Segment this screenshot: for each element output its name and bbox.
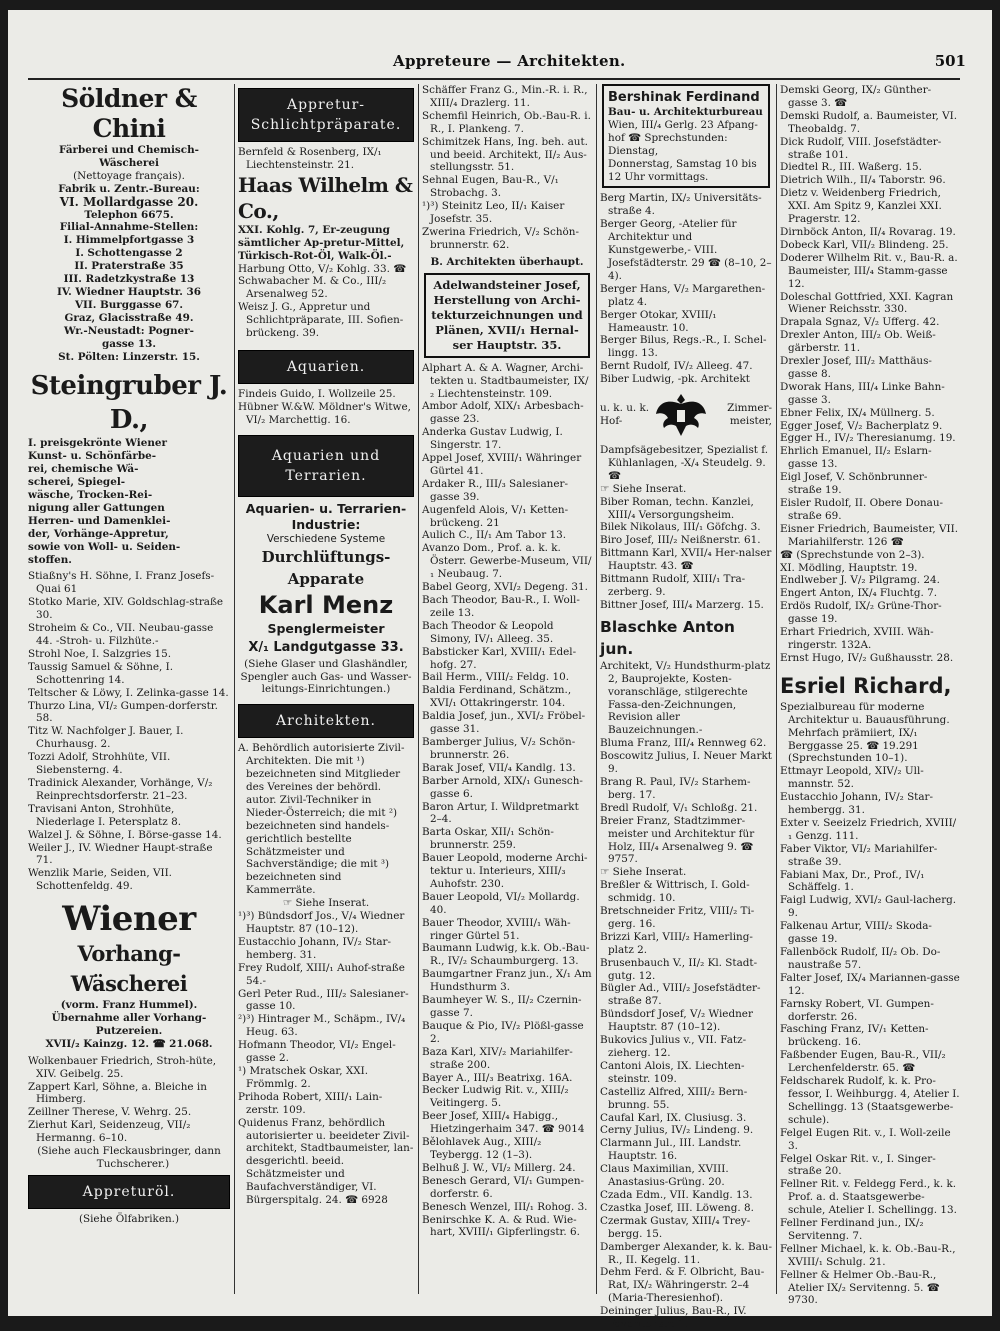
- list-item: Babel Georg, XVI/₂ Degeng. 31.: [422, 581, 588, 594]
- list-item: Fallenböck Rudolf, II/₂ Ob. Do-naustraße 57.: [780, 946, 941, 971]
- list-item: Belhuß J. W., VI/₂ Millerg. 24.: [422, 1161, 576, 1174]
- ad-line: IV. Wiedner Hauptstr. 36: [57, 285, 201, 298]
- list-item: Bauer Theodor, XVIII/₁ Wäh-ringer Gürtel 51.: [422, 916, 571, 942]
- ad-line: Wr.-Neustadt: Pogner-: [64, 324, 194, 337]
- ad-line: der, Vorhänge-Appretur,: [28, 527, 169, 540]
- list-item: Babsticker Karl, XVIII/₁ Edel-hofg. 27.: [422, 645, 577, 671]
- ad-adelwandsteiner: [424, 273, 590, 358]
- list-item: Tozzi Adolf, Strohhüte, VII. Siebensterng. 4.: [28, 751, 171, 777]
- ad-title: Wiener: [62, 899, 196, 940]
- list-item: Baron Artur, I. Wildpretmarkt 2–4.: [422, 800, 579, 826]
- ad-line: Herstellung von Archi-: [433, 292, 581, 307]
- ad-soeldner-chini: [28, 84, 230, 363]
- list-item: Boscowitz Julius, I. Neuer Markt 9.: [600, 750, 772, 776]
- list-item: Bernt Rudolf, IV/₂ Alleeg. 47.: [600, 360, 753, 373]
- list-item: ²)³) Hintrager M., Schäpm., IV/₄ Heug. 63.: [238, 1013, 406, 1039]
- list-item: Egger Josef, V/₂ Bacherplatz 9.: [780, 419, 943, 432]
- ad-line: hof ☎ Sprechstunden: Dienstag,: [608, 131, 728, 157]
- ad-line: Verschiedene Systeme: [266, 532, 386, 545]
- ad-karl-menz: [238, 501, 414, 697]
- list-item: Zwerina Friedrich, V/₂ Schön-brunnerstr. 62.: [422, 225, 580, 251]
- entry-list: [780, 765, 960, 1307]
- ad-line: (Siehe Glaser und Glashändler, Spengler auch Gas- und Wasser-leitungs-Einrichtungen.): [240, 657, 412, 696]
- list-item: Breier Franz, Stadtzimmer-meister und Architektur für Holz, III/₄ Arsenalweg 9. ☎ 9757.: [600, 814, 755, 866]
- list-item: Thurzo Lina, VI/₂ Gumpen-dorferstr. 58.: [28, 699, 218, 725]
- list-item: Eigl Josef, V. Schönbrunner-straße 19.: [780, 471, 928, 497]
- section-banner: Appreturöl.: [28, 1175, 230, 1209]
- list-item: (Siehe auch Fleckausbringer, dann Tuchscherer.): [37, 1145, 221, 1170]
- list-item: Fellner Ferdinand jun., IX/₂ Servitenng. 7.: [780, 1217, 924, 1242]
- list-item: Teltscher & Löwy, I. Zelinka-gasse 14.: [28, 686, 229, 699]
- list-item: Frey Rudolf, XIII/₁ Auhof-straße 54.-: [238, 961, 405, 987]
- list-item: Faber Viktor, VI/₂ Mariahilfer-straße 39.: [780, 842, 938, 868]
- list-item: Appel Josef, XVIII/₁ Währinger Gürtel 41.: [422, 452, 582, 477]
- list-item: Bauer Leopold, moderne Archi-tektur u. Interieurs, XIII/₃ Auhofstr. 230.: [422, 852, 588, 890]
- list-item: Wenzlik Marie, Seiden, VII. Schottenfeldg. 49.: [28, 867, 172, 893]
- ad-line: Plänen, XVII/₁ Hernal-: [435, 322, 579, 337]
- list-item: Benesch Wenzel, III/₁ Rohog. 3.: [422, 1200, 588, 1213]
- list-item: Dworak Hans, III/₄ Linke Bahn-gasse 3.: [780, 380, 945, 406]
- ad-title: Haas Wilhelm & Co.,: [238, 172, 413, 223]
- page-header: [8, 52, 992, 80]
- ad-line: (vorm. Franz Hummel).: [60, 999, 198, 1012]
- list-item: Beer Josef, XIII/₄ Habigg., Hietzingerhaim 347. ☎ 9014: [422, 1110, 585, 1136]
- list-item: Demski Rudolf, a. Baumeister, VI. Theobaldg. 7.: [780, 109, 958, 135]
- list-item: Weiler J., IV. Wiedner Haupt-straße 71.: [28, 841, 213, 867]
- entry-list: [600, 737, 772, 1331]
- list-item: Bretschneider Fritz, VIII/₂ Ti-gerg. 16.: [600, 905, 755, 930]
- list-item: Ettmayr Leopold, XIV/₂ Ull-mannstr. 52.: [780, 765, 924, 791]
- ad-line: Filial-Annahme-Stellen:: [59, 221, 199, 234]
- list-item: Weisz J. G., Appretur und Schlichtpräparate, III. Sofien-brückeng. 39.: [238, 301, 404, 340]
- ad-line: Bau- u. Architekturbureau: [608, 106, 763, 118]
- list-item: Barber Arnold, XIX/₁ Gunesch-gasse 6.: [422, 774, 583, 800]
- list-item: Bernfeld & Rosenberg, IX/₁ Liechtensteinstr. 21.: [238, 146, 382, 171]
- list-item: Bamberger Julius, V/₂ Schön-brunnerstr. 26.: [422, 735, 576, 761]
- list-item: Bündsdorf Josef, V/₂ Wiedner Hauptstr. 87 (10–12).: [600, 1008, 753, 1034]
- list-item: Stroheim & Co., VII. Neubau-gasse 44. -Stroh- u. Filzhüte.-: [28, 622, 214, 647]
- list-item: Eustacchio Johann, IV/₂ Star-hemberg. 31.: [238, 935, 392, 961]
- list-item: Caufal Karl, IX. Clusiusg. 3.: [600, 1111, 747, 1124]
- ad-line: VII. Burggasse 67.: [74, 298, 184, 311]
- list-item: Taussig Samuel & Söhne, I. Schottenring 14.: [28, 660, 174, 686]
- list-item: Exter v. Seeizelz Friedrich, XVIII/₁ Genzg. 111.: [780, 816, 957, 842]
- page-number: 501: [934, 52, 966, 70]
- list-item: Aulich C., II/₁ Am Tabor 13.: [422, 529, 567, 542]
- list-item: Anderka Gustav Ludwig, I. Singerstr. 17.: [422, 426, 563, 452]
- list-item: Benirschke K. A. & Rud. Wie-hart, XVIII/₁ Gipferlingstr. 6.: [422, 1213, 580, 1239]
- list-item: Eisler Rudolf, II. Obere Donau-straße 69.: [780, 497, 944, 522]
- ad-line: scherei, Spiegel-: [28, 476, 126, 489]
- list-item: ☞ Siehe Inserat.: [600, 482, 687, 495]
- ad-title: Karl Menz: [258, 590, 394, 619]
- list-item: Drapala Sgnaz, V/₂ Ufferg. 42.: [780, 316, 940, 329]
- list-item: Quidenus Franz, behördlich autorisierter u. beeideter Zivil-architekt, Stadtbaumeister, lan-desgerichtl. beeid. Schätzmeister und Baufachverständiger, VI. Bürgerspitalg. 24. ☎ 6928: [238, 1116, 414, 1207]
- list-item: Schemfil Heinrich, Ob.-Bau-R. i. R., I. Plankeng. 7.: [422, 109, 591, 135]
- list-item: Doleschal Gottfried, XXI. Kagran Wiener Reichsstr. 330.: [780, 290, 954, 316]
- list-item: Berger Georg, -Atelier für Architektur und Kunstgewerbe,- VIII. Josefstädterstr. 29 ☎ (8–10, 2–4).: [600, 218, 772, 282]
- running-title: Appreteure — Architekten.: [393, 52, 626, 70]
- header-rule: [28, 78, 960, 80]
- ad-line: I. Himmelpfortgasse 3: [63, 234, 195, 247]
- list-item: Demski Georg, IX/₂ Günther-gasse 3. ☎: [780, 84, 932, 109]
- entry-list: [600, 192, 772, 386]
- banner-note: (Siehe Ölfabriken.): [78, 1212, 180, 1225]
- list-item: Falkenau Artur, VIII/₂ Skoda-gasse 19.: [780, 920, 932, 946]
- list-item: Czastka Josef, III. Löweng. 8.: [600, 1201, 754, 1214]
- list-item: Wolkenbauer Friedrich, Stroh-hüte, XIV. Geibelg. 25.: [28, 1054, 217, 1080]
- newspaper-page: [8, 10, 992, 1331]
- ad-line: (Nettoyage français).: [73, 169, 185, 182]
- ad-line: Übernahme aller Vorhang-Putzereien.: [51, 1012, 207, 1037]
- ad-line: XVII/₂ Kainzg. 12. ☎ 21.068.: [45, 1037, 213, 1050]
- list-item: Bělohlavek Aug., XIII/₂ Teybergg. 12 (1–3).: [422, 1136, 542, 1161]
- ad-line: 12 Uhr vormittags.: [608, 170, 709, 183]
- entry-list: [780, 84, 960, 665]
- list-item: Ehrlich Emanuel, II/₂ Eslarn-gasse 13.: [780, 445, 932, 471]
- section-banner: Appretur-Schlichtpräparate.: [238, 88, 414, 142]
- list-item: Faigl Ludwig, XVI/₂ Gaul-lacherg. 9.: [780, 894, 957, 920]
- section-banner: Aquarien und Terrarien.: [238, 435, 414, 497]
- list-item: Biro Josef, III/₂ Neißnerstr. 61.: [600, 534, 761, 547]
- ad-line: Spezialbureau für moderne Architektur u. Bauausführung. Mehrfach prämiiert, IX/₁ Berggasse 25. ☎ 19.291 (Sprechstunden 10–1).: [780, 700, 950, 765]
- ad-bershinak: [602, 84, 770, 188]
- ad-title: Söldner & Chini: [61, 84, 197, 143]
- ad-line: III. Radetzkystraße 13: [63, 273, 195, 286]
- list-item: Breßler & Wittrisch, I. Gold-schmidg. 10.: [600, 879, 750, 905]
- section-heading: B. Architekten überhaupt.: [430, 255, 584, 268]
- ad-steingruber: [28, 369, 230, 566]
- list-item: Berger Hans, V/₂ Margarethen-platz 4.: [600, 282, 766, 308]
- list-item: Gerl Peter Rud., III/₂ Salesianer-gasse 10.: [238, 987, 409, 1013]
- list-item: Engert Anton, IX/₄ Fluchtg. 7.: [780, 587, 938, 600]
- ad-line: X/₁ Landgutgasse 33.: [248, 639, 404, 655]
- list-item: ¹) Mratschek Oskar, XXI. Frömmlg. 2.: [238, 1064, 369, 1090]
- ad-title: Blaschke Anton jun.: [600, 617, 735, 658]
- list-item: Bauque & Pio, IV/₂ Plößl-gasse 2.: [422, 1019, 584, 1045]
- ad-line: Donnerstag, Samstag 10 bis: [608, 157, 757, 170]
- ad-title: Esriel Richard,: [780, 673, 952, 698]
- ad-title: Vorhang-Wäscherei: [70, 941, 188, 997]
- list-item: Berg Martin, IX/₂ Universitäts-straße 4.: [600, 192, 762, 218]
- ad-line: VI. Mollardgasse 20.: [59, 194, 199, 209]
- ad-line: Adelwandsteiner Josef,: [433, 277, 581, 292]
- ad-line: tekturzeichnungen und: [431, 307, 583, 322]
- list-item: Schäffer Franz G., Min.-R. i. R., XIII/₄ Drazlerg. 11.: [422, 84, 588, 109]
- list-item: Sehnal Eugen, Bau-R., V/₁ Strobachg. 3.: [422, 174, 559, 200]
- column-5: [780, 84, 960, 1307]
- list-item: Ernst Hugo, IV/₂ Gußhausstr. 28.: [780, 651, 954, 664]
- list-item: Dietrich Wilh., II/₄ Taborstr. 96.: [780, 174, 946, 187]
- list-item: Cantoni Alois, IX. Liechten-steinstr. 109.: [600, 1059, 745, 1085]
- list-item: ☞ Siehe Inserat.: [600, 866, 687, 879]
- ad-line: gasse 13.: [101, 337, 156, 350]
- coat-caption: Zimmer-meister,: [727, 402, 772, 428]
- list-item: Zeillner Therese, V. Wehrg. 25.: [28, 1106, 192, 1119]
- list-item: Zierhut Karl, Seidenzeug, VII/₂ Hermanng. 6–10.: [28, 1119, 191, 1145]
- list-item: Fabiani Max, Dr., Prof., IV/₁ Schäffelg. 1.: [780, 868, 925, 894]
- list-item: Feldscharek Rudolf, k. k. Pro-fessor, I. Weihburgg. 4, Atelier I. Schellingg. 13 (Staatsgewerbe-schule).: [780, 1075, 960, 1126]
- column-divider: [234, 84, 235, 1294]
- column-1: [28, 84, 230, 1299]
- entry-list: [28, 570, 230, 893]
- coat-of-arms-row: [600, 390, 772, 440]
- list-item: Bach Theodor & Leopold Simony, IV/₁ Alleeg. 35.: [422, 619, 554, 645]
- list-item: Felgel Eugen Rit. v., I. Woll-zeile 3.: [780, 1126, 951, 1152]
- list-item: Bügler Ad., VIII/₂ Josefstädter-straße 87.: [600, 982, 761, 1008]
- list-item: Dick Rudolf, VIII. Josefstädter-straße 101.: [780, 135, 942, 161]
- list-item: Dobeck Karl, VII/₂ Blindeng. 25.: [780, 238, 949, 251]
- list-item: Czada Edm., VII. Kandlg. 13.: [600, 1188, 753, 1201]
- list-item: Eisner Friedrich, Baumeister, VII. Mariahilferstr. 126 ☎: [780, 522, 959, 548]
- ad-line: wäsche, Trocken-Rei-: [28, 489, 153, 502]
- list-item: Baumheyer W. S., II/₂ Czernin-gasse 7.: [422, 994, 582, 1019]
- list-item: Findeis Guido, I. Wollzeile 25.: [238, 387, 396, 400]
- ad-line: I. preisgekrönte Wiener: [28, 437, 167, 450]
- ad-line: Herren- und Damenklei-: [28, 514, 171, 527]
- ad-wiener-vorhang: [28, 899, 230, 1051]
- column-2: [238, 84, 414, 1299]
- ad-title: Steingruber J. D.,: [30, 371, 228, 436]
- list-item: Strohl Noe, I. Salzgries 15.: [28, 647, 172, 660]
- ad-line: nigung aller Gattungen: [28, 501, 165, 514]
- list-item: Bayer A., III/₃ Beatrixg. 16A.: [422, 1071, 573, 1084]
- list-item: Baldia Ferdinand, Schätzm., XVI/₁ Ottakringerstr. 104.: [422, 684, 572, 710]
- ad-line: Aquarien- u. Terrarien-: [245, 500, 407, 516]
- ad-line: St. Pölten: Linzerstr. 15.: [58, 350, 200, 363]
- list-item: Claus Maximilian, XVIII. Anastasius-Grüng. 20.: [600, 1163, 729, 1189]
- ad-line: Architekt, V/₂ Hundsthurm-platz 2, Bauprojekte, Kosten-voranschläge, stilgerechte Fassa-den-Zeichnungen, Revision aller Bauzeichnungen.-: [600, 659, 771, 737]
- list-item: Avanzo Dom., Prof. a. k. k. Österr. Gewerbe-Museum, VII/₁ Neubaug. 7.: [422, 542, 592, 581]
- ad-title: Bershinak Ferdinand: [608, 90, 760, 105]
- list-item: XXI. Kohlg. 7, Er-zeugung sämtlicher Ap-pretur-Mittel, Türkisch-Rot-Öl, Walk-Öl.-: [238, 223, 405, 262]
- list-item: Prihoda Robert, XIII/₁ Lain-zerstr. 109.: [238, 1090, 383, 1116]
- list-item: Bittner Josef, III/₄ Marzerg. 15.: [600, 598, 764, 611]
- list-item: Bukovics Julius v., VII. Fatz-zieherg. 12.: [600, 1034, 747, 1059]
- list-item: Baumann Ludwig, k.k. Ob.-Bau-R., IV/₂ Schaumburgerg. 13.: [422, 942, 590, 968]
- ad-line: Färberei und Chemisch-: [59, 144, 199, 156]
- ad-line: sowie von Woll- u. Seiden-: [28, 540, 181, 553]
- ad-line: Kunst- u. Schönfärbe-: [28, 450, 157, 463]
- list-item: Erdös Rudolf, IX/₂ Grüne-Thor-gasse 19.: [780, 600, 942, 626]
- list-item: A. Behördlich autorisierte Zivil-Architekten. Die mit ¹) bezeichneten sind Mitglieder des Vereines der behördl. autor. Zivil-Techniker in Nieder-Österreich; die mit ²) bezeichneten sind handels-gerichtlich bestellte Schätzmeister und Sachverständige; die mit ³) bezeichneten sind Kammerräte.: [238, 742, 405, 897]
- list-item: Deininger Julius, Bau-R., IV. Favoritenstr. 1.: [600, 1305, 747, 1331]
- list-item: Clarmann Jul., III. Landstr. Hauptstr. 16.: [600, 1137, 742, 1163]
- list-item: Farnsky Robert, VI. Gumpen-dorferstr. 26.: [780, 997, 934, 1023]
- list-item: Titz W. Nachfolger J. Bauer, I. Churhausg. 2.: [28, 725, 184, 751]
- list-item: ¹)³) Bündsdorf Jos., V/₄ Wiedner Hauptstr. 87 (10–12).: [238, 910, 405, 935]
- list-item: Baumgartner Franz jun., X/₁ Am Hundsthurm 3.: [422, 968, 592, 994]
- list-item: Diedtel R., III. Waßerg. 15.: [780, 161, 922, 174]
- list-item: XI. Mödling, Hauptstr. 19.: [780, 561, 918, 574]
- column-divider: [776, 84, 777, 1294]
- list-item: Benesch Gerard, VI/₁ Gumpen-dorferstr. 6.: [422, 1174, 585, 1200]
- ad-line: Graz, Glacisstraße 49.: [64, 311, 194, 324]
- list-item: Bauer Leopold, VI/₂ Mollardg. 40.: [422, 890, 580, 916]
- ad-line: Telephon 6675.: [84, 208, 174, 221]
- list-item: Becker Ludwig Rit. v., XIII/₂ Veitingerg. 5.: [422, 1084, 569, 1110]
- column-3: [422, 84, 592, 1299]
- list-item: Biber Roman, techn. Kanzlei, XIII/₄ Versorgungsheim.: [600, 495, 754, 521]
- eagle-coat-of-arms-icon: [654, 390, 708, 440]
- list-item: Erhart Friedrich, XVIII. Wäh-ringerstr. 132A.: [780, 626, 934, 651]
- column-4: [600, 84, 773, 1331]
- ad-line: I. Schottengasse 2: [75, 247, 183, 260]
- list-item: Fellner Michael, k. k. Ob.-Bau-R., XVIII/₁ Schulg. 21.: [780, 1242, 956, 1268]
- list-item: Zappert Karl, Söhne, a. Bleiche in Himberg.: [28, 1080, 207, 1106]
- list-item: Stiaßny's H. Söhne, I. Franz Josefs-Quai 61: [28, 570, 215, 596]
- entry-list: [600, 444, 772, 612]
- list-item: Bilek Nikolaus, III/₁ Göfchg. 3.: [600, 521, 761, 534]
- list-item: Brang R. Paul, IV/₂ Starhem-berg. 17.: [600, 775, 751, 801]
- list-item: Dietz v. Weidenberg Friedrich, XXI. Am Spitz 9, Kanzlei XXI. Pragerstr. 12.: [780, 187, 942, 226]
- list-item: Alphart A. & A. Wagner, Archi-tekten u. Stadtbaumeister, IX/₂ Liechtensteinstr. 109.: [422, 361, 589, 400]
- list-item: Egger H., IV/₂ Theresianumg. 19.: [780, 432, 956, 445]
- ad-line: II. Praterstraße 35: [74, 260, 184, 273]
- ad-line: rei, chemische Wä-: [28, 463, 139, 476]
- section-banner: Architekten.: [238, 704, 414, 738]
- ad-line: Spenglermeister: [267, 620, 385, 636]
- list-item: Dirnböck Anton, II/₄ Rovarag. 19.: [780, 225, 956, 238]
- ad-line: Durchlüftungs-Apparate: [261, 547, 391, 588]
- list-item: Drexler Josef, III/₂ Matthäus-gasse 8.: [780, 355, 932, 380]
- ad-line: Industrie:: [291, 516, 361, 532]
- list-item: Hübner W.&W. Möldner's Witwe, VI/₂ Marchettig. 16.: [238, 400, 411, 426]
- ad-line: Fabrik u. Zentr.-Bureau:: [58, 182, 200, 195]
- list-item: Fellner & Helmer Ob.-Bau-R., Atelier IX/₂ Servitenng. 5. ☎ 9730.: [780, 1268, 940, 1307]
- column-divider: [596, 84, 597, 1294]
- list-item: ☎ (Sprechstunde von 2–3).: [780, 548, 925, 561]
- list-item: Biber Ludwig, -pk. Architekt: [600, 373, 750, 386]
- list-item: Ebner Felix, IX/₄ Müllnerg. 5.: [780, 406, 935, 419]
- list-item: Berger Otokar, XVIII/₁ Hameaustr. 10.: [600, 308, 717, 334]
- column-divider: [418, 84, 419, 1294]
- list-item: Damberger Alexander, k. k. Bau-R., II. Kegelg. 11.: [600, 1240, 773, 1266]
- ad-line: ser Hauptstr. 35.: [452, 337, 562, 352]
- list-item: Augenfeld Alois, V/₁ Ketten-brückeng. 21: [422, 503, 569, 529]
- list-item: Barta Oskar, XII/₁ Schön-brunnerstr. 259.: [422, 826, 554, 852]
- entry-list: [422, 362, 592, 1240]
- coat-caption: u. k. u. k. Hof-: [600, 402, 650, 428]
- list-item: Bach Theodor, Bau-R., I. Woll-zeile 13.: [422, 594, 580, 619]
- list-item: Bittmann Rudolf, XIII/₁ Tra-zerberg. 9.: [600, 573, 746, 598]
- list-item: Barak Josef, VII/₄ Kandlg. 13.: [422, 761, 576, 774]
- list-item: Baza Karl, XIV/₂ Mariahilfer-straße 200.: [422, 1045, 573, 1071]
- list-item: Endlweber J. V/₂ Pilgramg. 24.: [780, 574, 940, 587]
- list-item: Bail Herm., VIII/₂ Feldg. 10.: [422, 671, 570, 684]
- list-item: Eustacchio Johann, IV/₂ Star-hembergg. 31.: [780, 791, 934, 817]
- ad-line: Wien, III/₄ Gerlg. 23 Afpang-: [608, 118, 758, 131]
- list-item: Czermak Gustav, XIII/₄ Trey-bergg. 15.: [600, 1214, 751, 1240]
- list-item: Drexler Anton, III/₂ Ob. Weiß-gärberstr. 11.: [780, 329, 936, 355]
- list-item: Ambor Adolf, XIX/₁ Arbesbach-gasse 23.: [422, 400, 584, 426]
- list-item: Stotko Marie, XIV. Goldschlag-straße 30.: [28, 596, 224, 622]
- list-item: Felgel Oskar Rit. v., I. Singer-straße 20.: [780, 1152, 936, 1178]
- list-item: Brusenbauch V., II/₂ Kl. Stadt-gutg. 12.: [600, 956, 758, 982]
- list-item: Brizzi Karl, VIII/₂ Hamerling-platz 2.: [600, 930, 753, 956]
- list-item: Harbung Otto, V/₂ Kohlg. 33. ☎: [238, 262, 407, 275]
- list-item: Cerny Julius, IV/₂ Lindeng. 9.: [600, 1124, 754, 1137]
- list-item: Fasching Franz, IV/₁ Ketten-brückeng. 16.: [780, 1023, 929, 1049]
- list-item: Doderer Wilhelm Rit. v., Bau-R. a. Baumeister, III/₄ Stamm-gasse 12.: [780, 251, 958, 290]
- ad-line: Wäscherei: [99, 156, 159, 169]
- list-item: Tradinick Alexander, Vorhänge, V/₂ Reinprechtsdorferstr. 21–23.: [28, 776, 213, 802]
- list-item: Dehm Ferd. & F. Olbricht, Bau-Rat, IX/₂ Währingerstr. 2–4 (Maria-Theresienhof).: [600, 1266, 765, 1305]
- list-item: Schwabacher M. & Co., III/₂ Arsenalweg 52.: [238, 275, 387, 301]
- list-item: Walzel J. & Söhne, I. Börse-gasse 14.: [28, 828, 222, 841]
- list-item: Castelliz Alfred, XIII/₂ Bern-brunng. 55.: [600, 1085, 748, 1111]
- list-item: Bluma Franz, III/₄ Rennweg 62.: [600, 737, 767, 750]
- entry-list: [28, 1055, 230, 1171]
- list-item: Ardaker R., III/₃ Salesianer-gasse 39.: [422, 477, 569, 503]
- list-item: Schimitzek Hans, Ing. beh. aut. und beeid. Architekt, II/₂ Aus-stellungsstr. 51.: [422, 135, 588, 174]
- list-item: Bredl Rudolf, V/₁ Schloßg. 21.: [600, 801, 758, 814]
- list-item: Hofmann Theodor, VI/₂ Engel-gasse 2.: [238, 1039, 396, 1065]
- section-banner: Aquarien.: [238, 350, 414, 384]
- list-item: Fellner Rit. v. Feldegg Ferd., k. k. Prof. a. d. Staatsgewerbe-schule, Atelier I. Schellingg. 13.: [780, 1178, 957, 1217]
- list-item: Falter Josef, IX/₄ Mariannen-gasse 12.: [780, 971, 960, 997]
- list-item: Faßbender Eugen, Bau-R., VII/₂ Lerchenfelderstr. 65. ☎: [780, 1049, 946, 1075]
- list-item: Dampfsägebesitzer, Spezialist f. Kühlanlagen, -X/₄ Steudelg. 9. ☎: [600, 444, 769, 482]
- list-item: Berger Bilus, Regs.-R., I. Schel-lingg. 13.: [600, 334, 767, 360]
- list-item: Bittmann Karl, XVII/₄ Her-nalser Hauptstr. 43. ☎: [600, 547, 772, 573]
- list-item: ☞ Siehe Inserat.: [282, 897, 370, 910]
- list-item: Baldia Josef, jun., XVI/₂ Fröbel-gasse 31.: [422, 710, 586, 736]
- ad-line: stoffen.: [28, 553, 72, 566]
- list-item: Travisani Anton, Strohhüte, Niederlage I. Petersplatz 8.: [28, 802, 181, 828]
- list-item: ¹)³) Steinitz Leo, II/₁ Kaiser Josefstr. 35.: [422, 200, 565, 226]
